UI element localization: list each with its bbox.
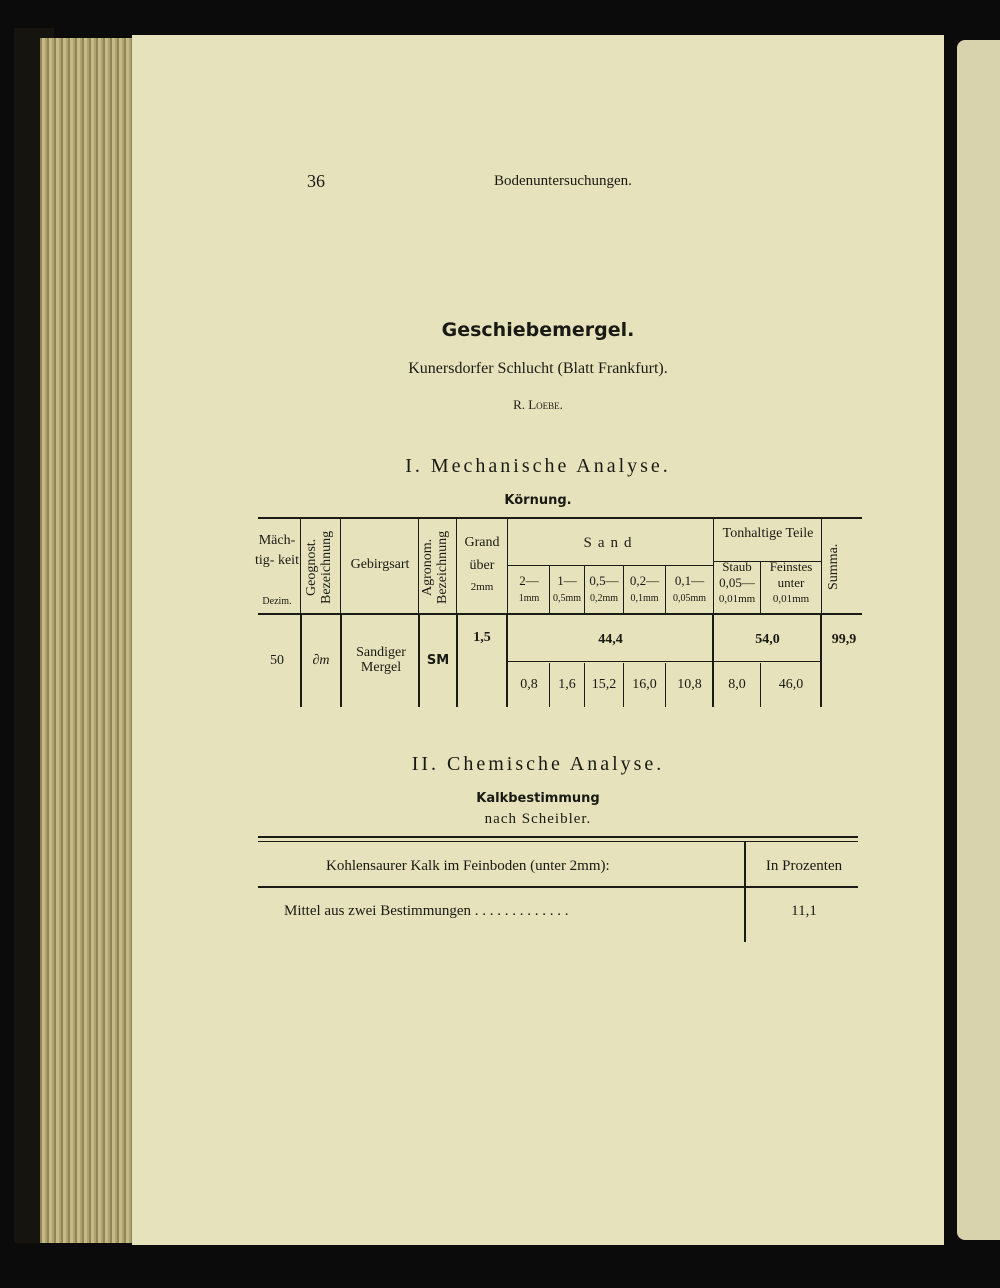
cell-sand-1: 0,8 [520,677,538,692]
method-line: nach Scheibler. [484,811,592,827]
sand-sub-4-b: 0,1mm [630,593,659,604]
sand-sub-3-a: 0,5— [589,573,619,588]
lime-table-header-unit: In Prozenten [765,858,843,874]
sand-sub-2-b: 0,5mm [552,593,582,604]
section-heading-mechanical: I. Mechanische Analyse. [405,455,671,477]
cell-maechtigkeit: 50 [270,653,284,668]
col-header-staub: Staub [722,559,752,574]
sand-sub-5-a: 0,1— [674,573,705,588]
cell-geognost: ∂m [312,653,330,668]
col-header-gebirgsart: Gebirgsart [350,557,410,572]
sand-sub-1-a: 2— [519,573,539,588]
col-header-grand-size: 2mm [470,581,494,593]
lime-table-row-label: Mittel aus zwei Bestimmungen . . . . . . . . . . . . . [284,903,569,919]
cell-summa: 99,9 [831,632,857,647]
page-title: Geschiebemergel. [441,319,635,341]
cell-feinstes: 46,0 [778,677,804,692]
col-header-geognost: Geognost. Bezeichnung [304,530,334,604]
lime-table-row-value: 11,1 [791,903,817,919]
running-title: Bodenuntersuchungen. [494,173,632,189]
facing-page [957,40,1000,1240]
col-header-summa: Summa. [826,543,841,591]
cell-sand-3: 15,2 [591,677,617,692]
cell-grand: 1,5 [473,630,491,645]
author: R. Loebe. [513,397,563,412]
cell-ton-total: 54,0 [755,632,780,647]
col-header-feinstes-size: 0,01mm [772,593,810,605]
cell-staub: 8,0 [728,677,746,692]
col-header-tonhaltige: Tonhaltige Teile [722,526,814,541]
col-header-agronom: Agronom. Bezeichnung [420,530,450,604]
sand-sub-1-b: 1mm [518,593,540,604]
book-page [132,35,944,1245]
col-header-staub-range-a: 0,05— [719,575,755,590]
sand-sub-3-b: 0,2mm [589,593,619,604]
page-number: 36 [307,171,325,191]
col-header-feinstes-unter: unter [777,575,805,590]
col-header-feinstes: Feinstes [769,559,813,574]
subheading-koernung: Körnung. [504,493,572,508]
col-header-grand: Grand [464,535,500,550]
col-header-sand: Sand [583,535,638,551]
cell-sand-2: 1,6 [558,677,576,692]
col-header-grand-ueber: über [469,558,495,573]
cell-sand-total: 44,4 [598,632,623,647]
lime-table-header-label: Kohlensaurer Kalk im Feinboden (unter 2mm): [326,858,610,874]
subheading-kalkbestimmung: Kalkbestimmung [476,791,600,806]
sand-sub-4-a: 0,2— [629,573,660,588]
section-heading-chemical: II. Chemische Analyse. [411,753,665,775]
sand-sub-2-a: 1— [557,573,577,588]
location-line: Kunersdorfer Schlucht (Blatt Frankfurt). [408,360,668,377]
col-header-maechtigkeit: Mäch- tig- keit [255,533,299,568]
cell-sand-5: 10,8 [677,677,702,692]
col-header-staub-range-b: 0,01mm [718,593,756,605]
cell-sand-4: 16,0 [632,677,657,692]
page-edges [40,38,135,1243]
sand-sub-5-b: 0,05mm [672,593,707,604]
col-header-dezim: Dezim. [262,596,292,607]
cell-gebirgsart: Sandiger Mergel [356,645,406,675]
cell-agronom: SM [426,653,450,668]
